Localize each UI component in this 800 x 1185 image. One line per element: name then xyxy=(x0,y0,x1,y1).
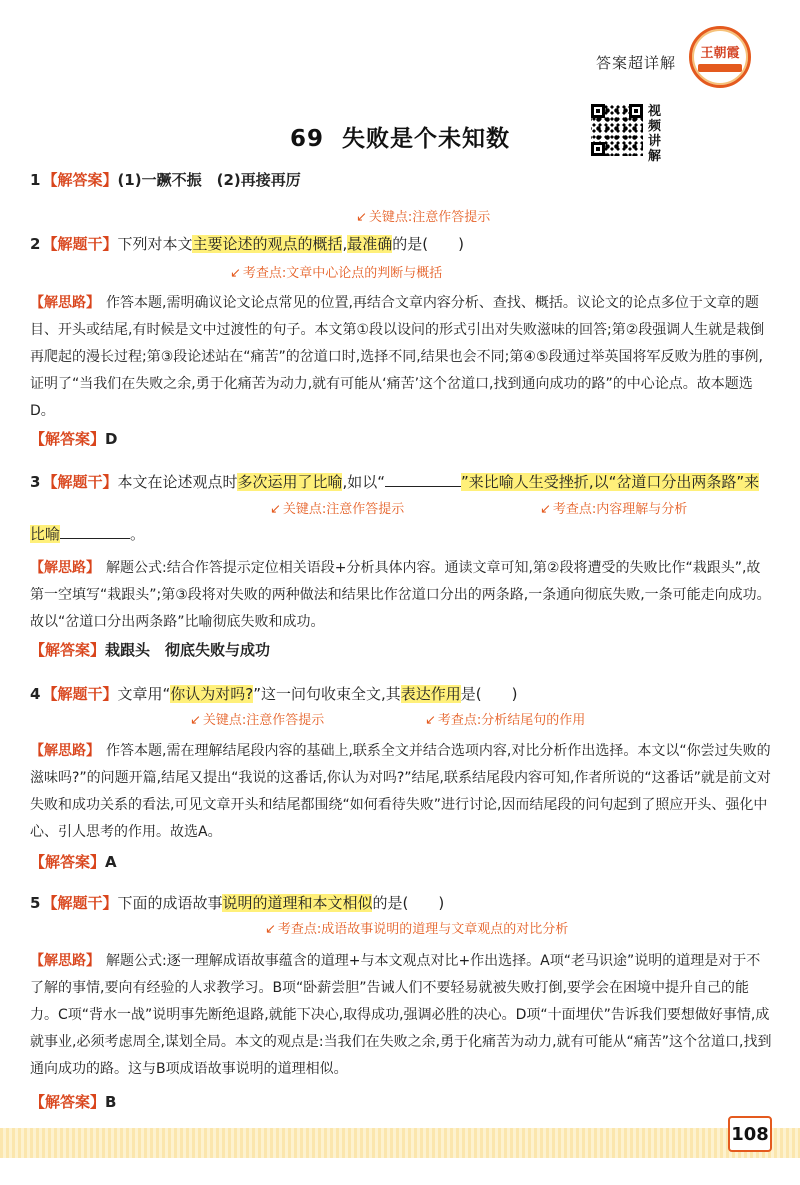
annotation-key: ↙ 关键点:注意作答提示 xyxy=(190,709,324,728)
question-3-answer: 【解答案】栽跟头 彻底失败与成功 xyxy=(30,641,271,659)
question-2-thinking: 【解思路】 作答本题,需明确议论文论点常见的位置,再结合文章内容分析、查找、概括。议论文的论点多位于文章的题目、开头或结尾,有时候是文中过渡性的句子。本文第①段以设问的形式引出对失败滋味的回答;第②段强调人生就是栽倒再爬起的漫长过程;第③段论述站在“痛苦”的岔道口时,选择不同,结果也会不同;第④⑤段通过举英国将军反败为胜的事例,证明了“当我们在失败之余,勇于化痛苦为动力,就有可能从‘痛苦’这个岔道口,找到通向成功的路”的中心论点。故本题选D。 xyxy=(30,295,765,419)
question-4-answer: 【解答案】A xyxy=(30,853,117,871)
answer-text: (1)一蹶不振 (2)再接再厉 xyxy=(117,171,301,189)
page-title xyxy=(0,120,800,153)
annotation-key: ↙ 关键点:注意作答提示 xyxy=(270,498,404,517)
answer-tag: 【解答案】 xyxy=(42,171,118,189)
question-3-stem-cont: 比喻 。 xyxy=(30,525,146,543)
qr-code-icon[interactable] xyxy=(591,104,643,156)
logo-ribbon xyxy=(698,64,742,72)
annotation-check: ↙ 考查点:文章中心论点的判断与概括 xyxy=(230,262,442,281)
question-5-stem: 5 【解题干】下面的成语故事说明的道理和本文相似的是( ) xyxy=(30,894,445,912)
logo-text: 王朝霞 xyxy=(700,46,740,61)
publisher-logo xyxy=(689,26,751,88)
question-3-thinking: 【解思路】 解题公式:结合作答提示定位相关语段+分析具体内容。通读文章可知,第②段将遭受的失败比作“栽跟头”,故第一空填写“栽跟头”;第③段将对失败的两种做法和结果比作岔道口分出的两条路,一条通向彻底失败,一条可能走向成功。故以“岔道口分出两条路”比喻彻底失败和成功。 xyxy=(30,560,771,630)
video-label: 视频讲解 xyxy=(648,104,662,164)
blank-2 xyxy=(60,538,130,539)
header-label: 答案超详解 xyxy=(596,54,677,72)
annotation-check: ↙ 考查点:内容理解与分析 xyxy=(540,498,687,517)
question-3-stem: 3 【解题干】本文在论述观点时多次运用了比喻,如以“ ”来比喻人生受挫折,以“岔道口分出两条路”来 xyxy=(30,473,760,491)
question-4-stem: 4 【解题干】文章用“你认为对吗?”这一问句收束全文,其表达作用是( ) xyxy=(30,685,518,703)
question-5-thinking: 【解思路】 解题公式:逐一理解成语故事蕴含的道理+与本文观点对比+作出选择。A项“老马识途”说明的道理是对于不了解的事情,要向有经验的人求教学习。B项“卧薪尝胆”告诫人们不要轻易就被失败打倒,要学会在困境中提升自己的能力。C项“背水一战”说明事先断绝退路,就能下决心,取得成功,强调必胜的决心。D项“十面埋伏”告诉我们要想做好事情,成就事业,必须考虑周全,谋划全局。本文的观点是:当我们在失败之余,勇于化痛苦为动力,就有可能从“痛苦”这个岔道口,找到通向成功的路。这与B项成语故事说明的道理相似。 xyxy=(30,953,772,1077)
question-5-answer: 【解答案】B xyxy=(30,1093,117,1111)
blank-1 xyxy=(385,486,461,487)
annotation-key: ↙ 关键点:注意作答提示 xyxy=(356,206,490,225)
question-number: 1 xyxy=(30,171,41,189)
annotation-check: ↙ 考查点:分析结尾句的作用 xyxy=(425,709,585,728)
page-number: 108 xyxy=(728,1116,772,1152)
question-2-answer: 【解答案】D xyxy=(30,430,118,448)
lesson-number: 69 xyxy=(289,126,324,152)
question-4-thinking: 【解思路】 作答本题,需在理解结尾段内容的基础上,联系全文并结合选项内容,对比分析作出选择。本文以“你尝过失败的滋味吗?”的问题开篇,结尾又提出“我说的这番话,你认为对吗?”结尾,联系结尾段内容可知,作者所说的“这番话”就是前文对失败和成功关系的看法,可见文章开头和结尾都围绕“如何看待失败”进行讨论,因而结尾段的问句起到了照应开头、强化中心、引人思考的作用。故选A。 xyxy=(30,743,771,840)
footer-band xyxy=(0,1128,800,1158)
question-1 xyxy=(30,168,775,192)
lesson-title: 失败是个未知数 xyxy=(342,126,510,152)
annotation-check: ↙ 考查点:成语故事说明的道理与文章观点的对比分析 xyxy=(265,918,568,937)
question-2-stem: 2 【解题干】下列对本文主要论述的观点的概括,最准确的是( ) xyxy=(30,235,464,253)
